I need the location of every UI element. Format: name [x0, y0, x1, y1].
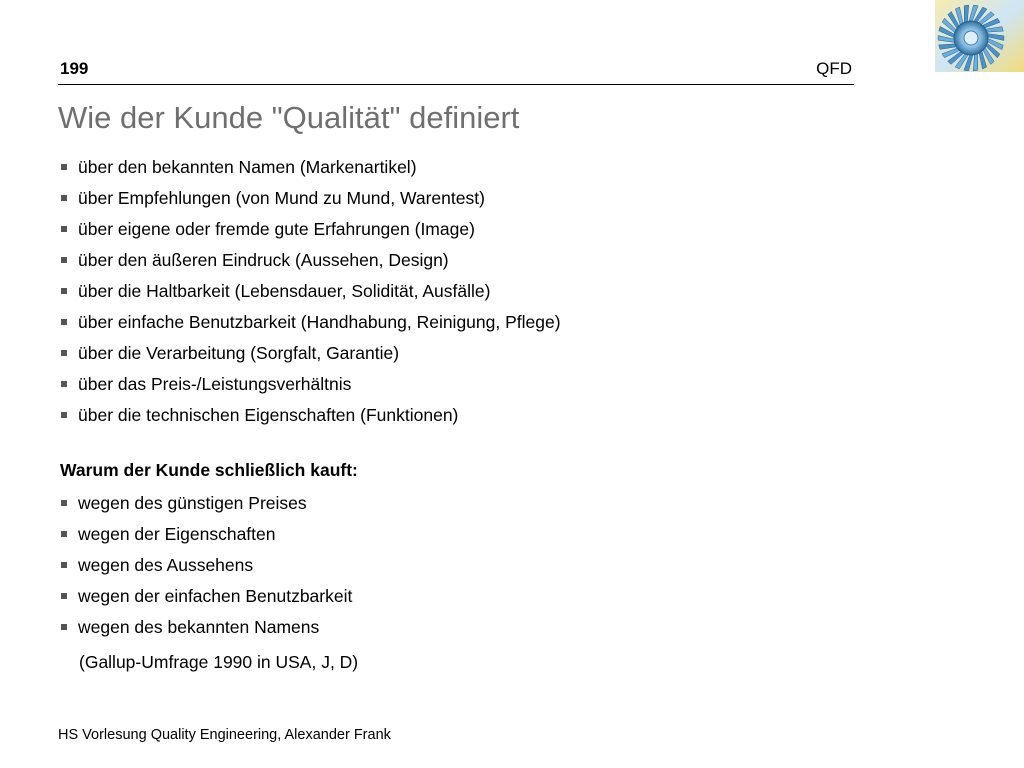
list-item — [61, 612, 352, 643]
list-item-text: über die technischen Eigenschaften (Funktionen) — [78, 405, 459, 425]
list-item-text: über die Verarbeitung (Sorgfalt, Garantie) — [78, 343, 400, 363]
slide-number: 199 — [60, 59, 89, 78]
square-bullet-icon — [61, 350, 67, 356]
header-divider — [58, 84, 854, 85]
quality-criteria-list — [61, 152, 561, 431]
list-item-text: über den bekannten Namen (Markenartikel) — [78, 157, 417, 177]
square-bullet-icon — [61, 226, 67, 232]
list-item-text: wegen der Eigenschaften — [78, 524, 276, 544]
list-item — [61, 338, 561, 369]
square-bullet-icon — [61, 257, 67, 263]
square-bullet-icon — [61, 500, 67, 506]
square-bullet-icon — [61, 624, 67, 630]
square-bullet-icon — [61, 562, 67, 568]
list-item — [61, 183, 561, 214]
square-bullet-icon — [61, 531, 67, 537]
list-item-text: wegen des bekannten Namens — [78, 617, 320, 637]
slide-topic: QFD — [816, 59, 852, 78]
list-item-text: wegen des günstigen Preises — [78, 493, 307, 513]
list-item-text: über das Preis-/Leistungsverhältnis — [78, 374, 352, 394]
list-item — [61, 276, 561, 307]
list-item-text: über die Haltbarkeit (Lebensdauer, Solidität, Ausfälle) — [78, 281, 491, 301]
list-item — [61, 214, 561, 245]
square-bullet-icon — [61, 288, 67, 294]
list-item — [61, 400, 561, 431]
list-item-text: über den äußeren Eindruck (Aussehen, Design) — [78, 250, 449, 270]
list-item — [61, 245, 561, 276]
list-item — [61, 488, 352, 519]
section-heading: Warum der Kunde schließlich kauft: — [60, 460, 358, 480]
list-item-text: über Empfehlungen (von Mund zu Mund, Warentest) — [78, 188, 485, 208]
square-bullet-icon — [61, 381, 67, 387]
list-item — [61, 369, 561, 400]
slide-title: Wie der Kunde "Qualität" definiert — [58, 100, 520, 135]
list-item — [61, 581, 352, 612]
square-bullet-icon — [61, 164, 67, 170]
square-bullet-icon — [61, 319, 67, 325]
list-item — [61, 152, 561, 183]
list-item-text: über eigene oder fremde gute Erfahrungen (Image) — [78, 219, 475, 239]
source-note: (Gallup-Umfrage 1990 in USA, J, D) — [79, 652, 359, 672]
purchase-reasons-list — [61, 488, 352, 643]
square-bullet-icon — [61, 593, 67, 599]
list-item — [61, 550, 352, 581]
list-item-text: wegen der einfachen Benutzbarkeit — [78, 586, 353, 606]
turbine-gear-icon — [935, 0, 1024, 72]
list-item — [61, 519, 352, 550]
list-item-text: wegen des Aussehens — [78, 555, 254, 575]
square-bullet-icon — [61, 412, 67, 418]
footer: HS Vorlesung Quality Engineering, Alexander Frank — [58, 727, 391, 743]
square-bullet-icon — [61, 195, 67, 201]
list-item — [61, 307, 561, 338]
list-item-text: über einfache Benutzbarkeit (Handhabung, Reinigung, Pflege) — [78, 312, 561, 332]
